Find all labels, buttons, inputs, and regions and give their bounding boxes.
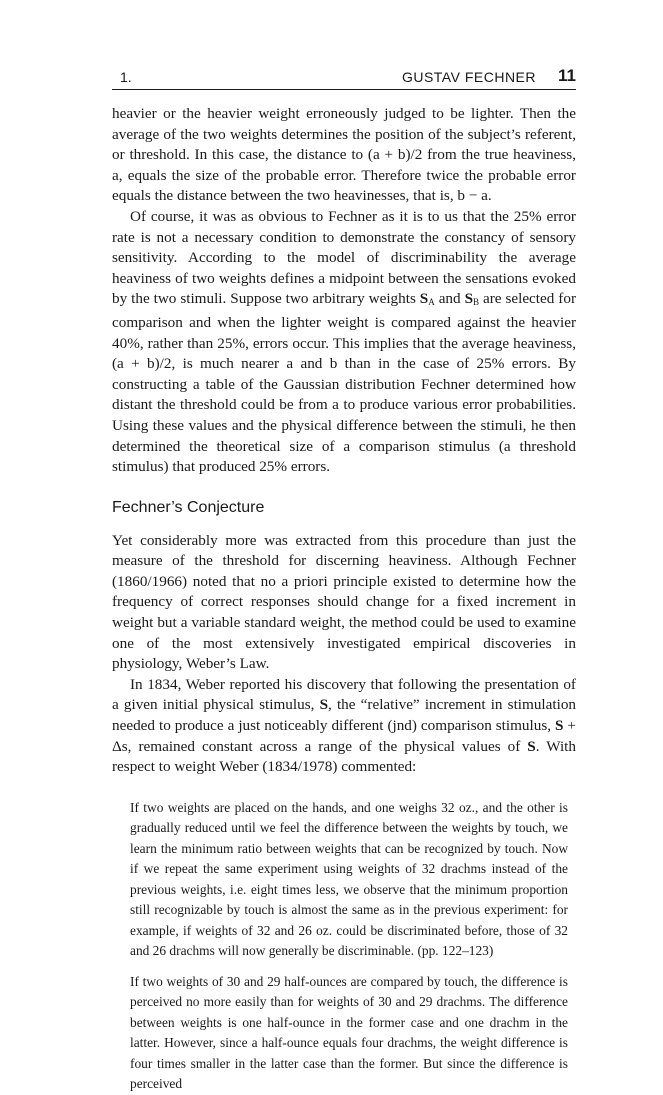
weight-symbol-a-subscript: A (428, 297, 435, 308)
paragraph-2 (112, 207, 576, 478)
paragraph-4-text-d: . With respect to weight Weber (1834/1978) commented: (112, 737, 576, 776)
weight-symbol-b: S (464, 290, 474, 308)
paragraph-4-text-c: + Δs, remained constant across a range of the physical values of (112, 717, 576, 755)
chapter-number: 1. (120, 69, 132, 85)
block-quote (130, 798, 568, 1095)
paragraph-4-text-b: , the “relative” increment in stimulation needed to produce a just noticeably different (jnd) comparison stimulus, (112, 696, 577, 735)
paragraph-4 (112, 675, 576, 778)
header-rule (112, 89, 576, 90)
page-body (112, 104, 576, 1095)
running-head-title: GUSTAV FECHNER (401, 69, 536, 85)
paragraph-1: heavier or the heavier weight erroneously judged to be lighter. Then the average of the two weights determines the position of the subject’s referent, or threshold. In this case, the distance to (a + b)/2 from the true heaviness, a, equals the size of the probable error. Therefore twice the probable error equals the distance between the two heavinesses, that is, b − a. (112, 105, 576, 205)
paragraph-2-text-b: are selected for comparison and when the lighter weight is compared against the heavier 40%, rather than 25%, errors occur. This implies that the average heaviness, (a + b)/2, is much nearer a and b than in the case of 25% errors. By constructing a table of the Gaussian distribution Fechner determined how distant the threshold could be from a to produce various error probabilities. Using these values and the physical difference between the stimuli, he then determined the theoretical size of a comparison stimulus (a threshold stimulus) that produced 25% errors. (112, 290, 576, 476)
paragraph-3: Yet considerably more was extracted from this procedure than just the measure of the threshold for discerning heaviness. Although Fechner (1860/1966) noted that no a priori principle existed to determine how the frequency of correct responses should change for a fixed increment in weight but a variable standard weight, the method could be used to examine one of the most extensively investigated empirical discoveries in physiology, Weber’s Law. (112, 531, 576, 673)
paragraph-2-and: and (434, 290, 465, 308)
paragraph-2-text-a: Of course, it was as obvious to Fechner as it is to us that the 25% error rate is not a necessary condition to demonstrate the constancy of sensory sensitivity. According to the model of discriminability the average heaviness of two weights defines a midpoint between the sensations evoked by the two stimuli. Suppose two arbitrary weights (112, 207, 576, 308)
section-heading: Fechner’s Conjecture (112, 498, 265, 516)
weight-symbol-b-subscript: B (473, 297, 480, 308)
stimulus-symbol-1: S (319, 696, 329, 714)
stimulus-symbol-3: S (527, 737, 536, 755)
paragraph-4-text-a: In 1834, Weber reported his discovery that following the presentation of a given initial physical stimulus, (112, 675, 576, 714)
quote-paragraph-1: If two weights are placed on the hands, and one weighs 32 oz., and the other is gradually reduced until we feel the difference between the weights by touch, we learn the minimum ratio between weights that can be recognized by touch. Now if we repeat the same experiment using weights of 32 drachms instead of the previous weights, i.e. eight times less, we observe that the minimum proportion still recognizable by touch is almost the same as in the previous experiment: for example, if weights of 32 and 26 oz. could be discriminated before, those of 32 and 26 drachms will now generally be discriminable. (pp. 122–123) (130, 799, 568, 959)
quote-paragraph-2: If two weights of 30 and 29 half-ounces are compared by touch, the difference is perceived no more easily than for weights of 30 and 29 drachms. The difference between weights is one half-ounce in the former case and one drachm in the latter. However, since a half-ounce equals four drachms, the weight difference is four times smaller in the latter case than the former. But since the difference is perceived (130, 973, 568, 1092)
page-number: 11 (558, 66, 576, 85)
stimulus-symbol-2: S (555, 717, 564, 735)
running-head (112, 66, 576, 88)
weight-symbol-a: S (419, 290, 429, 308)
